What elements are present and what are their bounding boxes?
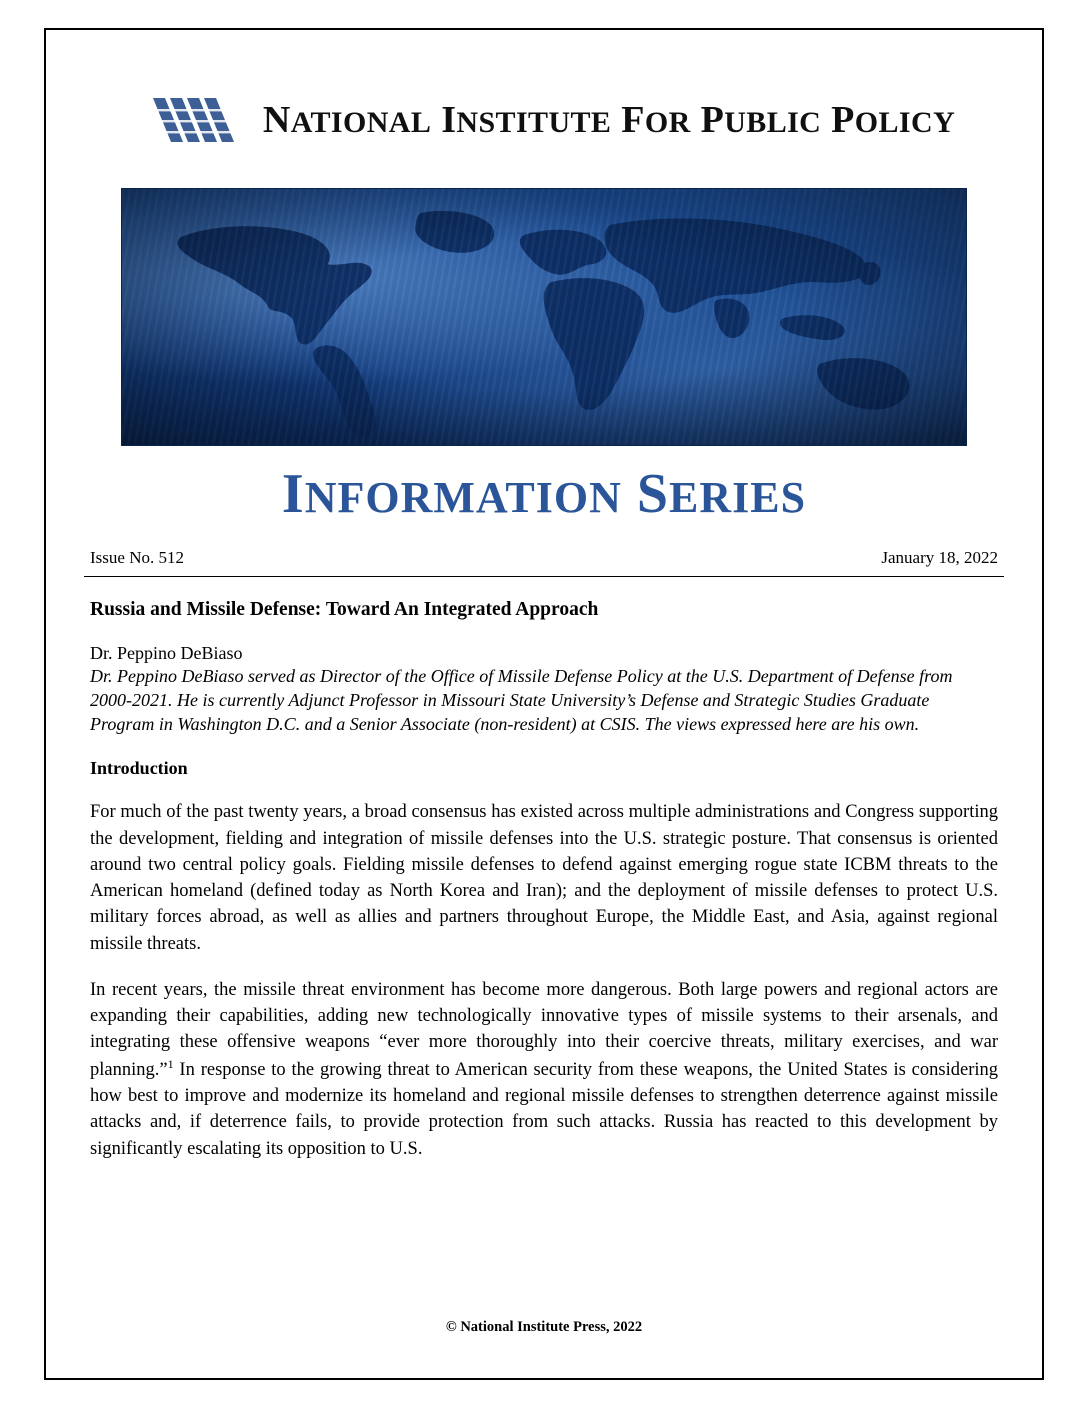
- issue-date: January 18, 2022: [881, 548, 998, 567]
- page-content: [84, 60, 1004, 1350]
- banner-vignette: [122, 189, 966, 445]
- footer-copyright: © National Institute Press, 2022: [445, 1319, 643, 1335]
- article-title: Russia and Missile Defense: Toward An Integrated Approach: [90, 599, 599, 620]
- masthead: [84, 60, 1004, 180]
- series-title: INFORMATION SERIES: [281, 463, 807, 525]
- section-heading-introduction: Introduction: [90, 758, 188, 779]
- paragraph-2: [84, 977, 1004, 1162]
- institute-logo: [153, 88, 237, 152]
- paragraph-1: For much of the past twenty years, a broad consensus has existed across multiple administrations and Congress supporting the development, fielding and integration of missile defenses into the U.S. strategic posture. That consensus is oriented around two central policy goals. Fielding missile defenses to defend against emerging rogue state ICBM threats to the American homeland (defined today as North Korea and Iran); and the deployment of missile defenses to protect U.S. military forces abroad, as well as allies and partners throughout Europe, the Middle East, and Asia, against regional missile threats.: [90, 802, 998, 954]
- author-name: Dr. Peppino DeBiaso: [90, 643, 243, 663]
- author-bio: Dr. Peppino DeBiaso served as Director of the Office of Missile Defense Policy at the U.S. Department of Defense from 2000-2021. He is currently Adjunct Professor in Missouri State University’s Defense and Strategic Studies Graduate Program in Washington D.C. and a Senior Associate (non-resident) at CSIS. The views expressed here are his own.: [90, 666, 953, 734]
- page-title: [263, 98, 955, 142]
- issue-number: Issue No. 512: [90, 548, 184, 567]
- issue-row: [84, 548, 1004, 568]
- header-divider: [84, 576, 1004, 577]
- paragraph-2-part1: In recent years, the missile threat environment has become more dangerous. Both large powers and regional actors are expanding their capabilities, adding new technologically innovative types of missile systems to their arsenals, and integrating these offensive weapons “ever more thoroughly into their coercive threats, military exercises, and war planning.”: [90, 979, 998, 1080]
- footnote-marker-1: 1: [167, 1056, 174, 1071]
- world-map-banner: [121, 188, 967, 446]
- org-title-text: NATIONAL INSTITUTE FOR PUBLIC POLICY: [262, 99, 956, 141]
- paragraph-2-part2: In response to the growing threat to American security from these weapons, the United States is considering how best to improve and modernize its homeland and regional missile defenses to strengthen deterrence against missile attacks and, if deterrence fails, to provide protection from such attacks. Russia has reacted to this development by significantly escalating its opposition to U.S.: [90, 1059, 998, 1159]
